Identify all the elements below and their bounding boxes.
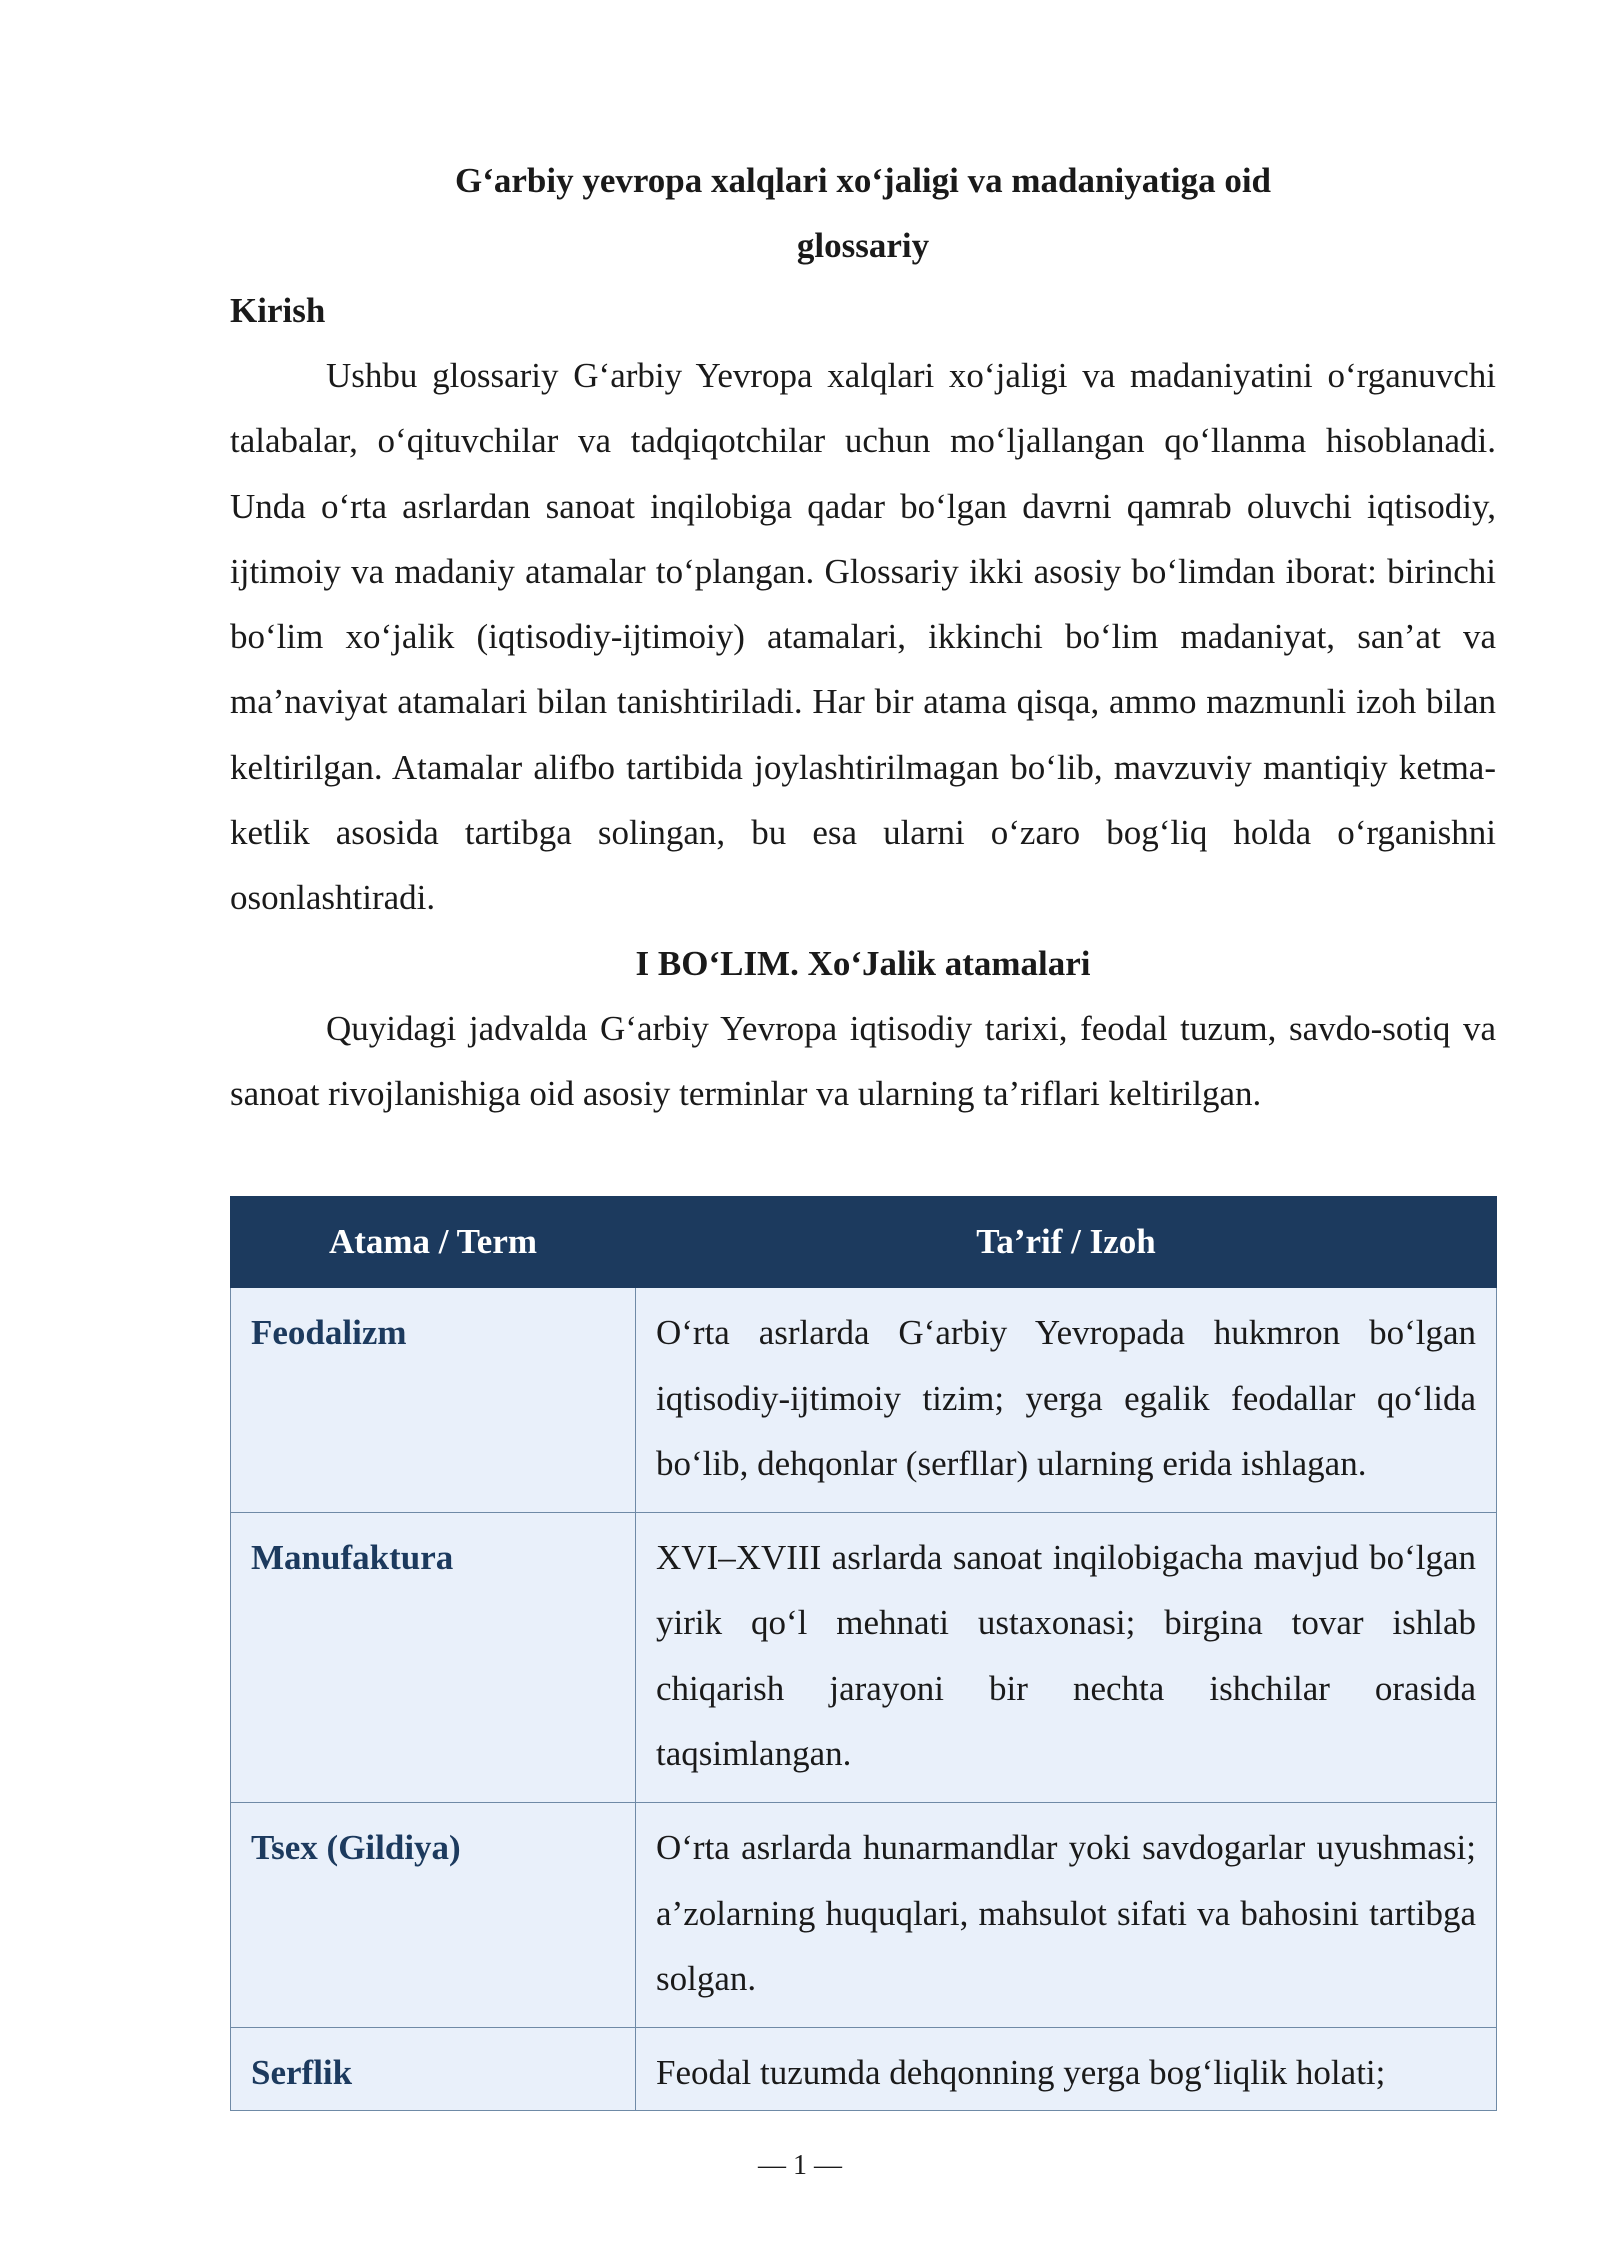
table-row xyxy=(231,1513,1497,1803)
page-number: — 1 — xyxy=(758,2150,842,2181)
table-row xyxy=(231,2028,1497,2110)
term-cell: Feodalizm xyxy=(231,1288,636,1513)
table-row xyxy=(231,1288,1497,1513)
document-title-line-1: G‘arbiy yevropa xalqlari xo‘jaligi va madaniyatiga oid xyxy=(454,161,1272,200)
section-1-heading: I BO‘LIM. Xo‘Jalik atamalari xyxy=(635,943,1091,983)
definition-cell: XVI–XVIII asrlarda sanoat inqilobigacha mavjud bo‘lgan yirik qo‘l mehnati ustaxonasi; birgina tovar ishlab chiqarish jarayoni bir nechta ishchilar orasida taqsimlangan. xyxy=(636,1513,1497,1803)
intro-heading: Kirish xyxy=(230,291,326,330)
table-header-row xyxy=(231,1197,1497,1288)
definition-cell: O‘rta asrlarda hunarmandlar yoki savdogarlar uyushmasi; a’zolarning huquqlari, mahsulot sifati va bahosini tartibga solgan. xyxy=(636,1803,1497,2028)
term-cell: Tsex (Gildiya) xyxy=(231,1803,636,2028)
table-row xyxy=(231,1803,1497,2028)
definition-cell: O‘rta asrlarda G‘arbiy Yevropada hukmron bo‘lgan iqtisodiy-ijtimoiy tizim; yerga egalik feodallar qo‘lida bo‘lib, dehqonlar (serfllar) ularning erida ishlagan. xyxy=(636,1288,1497,1513)
definition-cell: Feodal tuzumda dehqonning yerga bog‘liqlik holati; xyxy=(636,2028,1497,2110)
term-cell: Serflik xyxy=(231,2028,636,2110)
intro-paragraph: Ushbu glossariy G‘arbiy Yevropa xalqlari xo‘jaligi va madaniyatini o‘rganuvchi talabalar, o‘qituvchilar va tadqiqotchilar uchun mo‘ljallangan qo‘llanma hisoblanadi. Unda o‘rta asrlardan sanoat inqilobiga qadar bo‘lgan davrni qamrab oluvchi iqtisodiy, ijtimoiy va madaniy atamalar to‘plangan. Glossariy ikki asosiy bo‘limdan iborat: birinchi bo‘lim xo‘jalik (iqtisodiy-ijtimoiy) atamalari, ikkinchi bo‘lim madaniyat, san’at va ma’naviyat atamalari bilan tanishtiriladi. Har bir atama qisqa, ammo mazmunli izoh bilan keltirilgan. Atamalar alifbo tartibida joylashtirilmagan bo‘lib, mavzuviy mantiqiy ketma-ketlik asosida tartibga solingan, bu esa ularni o‘zaro bog‘liq holda o‘rganishni osonlashtiradi. xyxy=(230,356,1496,918)
section-1-paragraph: Quyidagi jadvalda G‘arbiy Yevropa iqtisodiy tarixi, feodal tuzum, savdo-sotiq va sanoat rivojlanishiga oid asosiy terminlar va ularning ta’riflari keltirilgan. xyxy=(230,1008,1496,1113)
document-page xyxy=(230,148,1496,2111)
document-title-line-2: glossariy xyxy=(796,226,930,265)
column-header-term: Atama / Term xyxy=(231,1197,636,1288)
spacer xyxy=(230,1126,1496,1196)
column-header-definition: Ta’rif / Izoh xyxy=(636,1197,1497,1288)
glossary-table xyxy=(230,1196,1497,2110)
term-cell: Manufaktura xyxy=(231,1513,636,1803)
